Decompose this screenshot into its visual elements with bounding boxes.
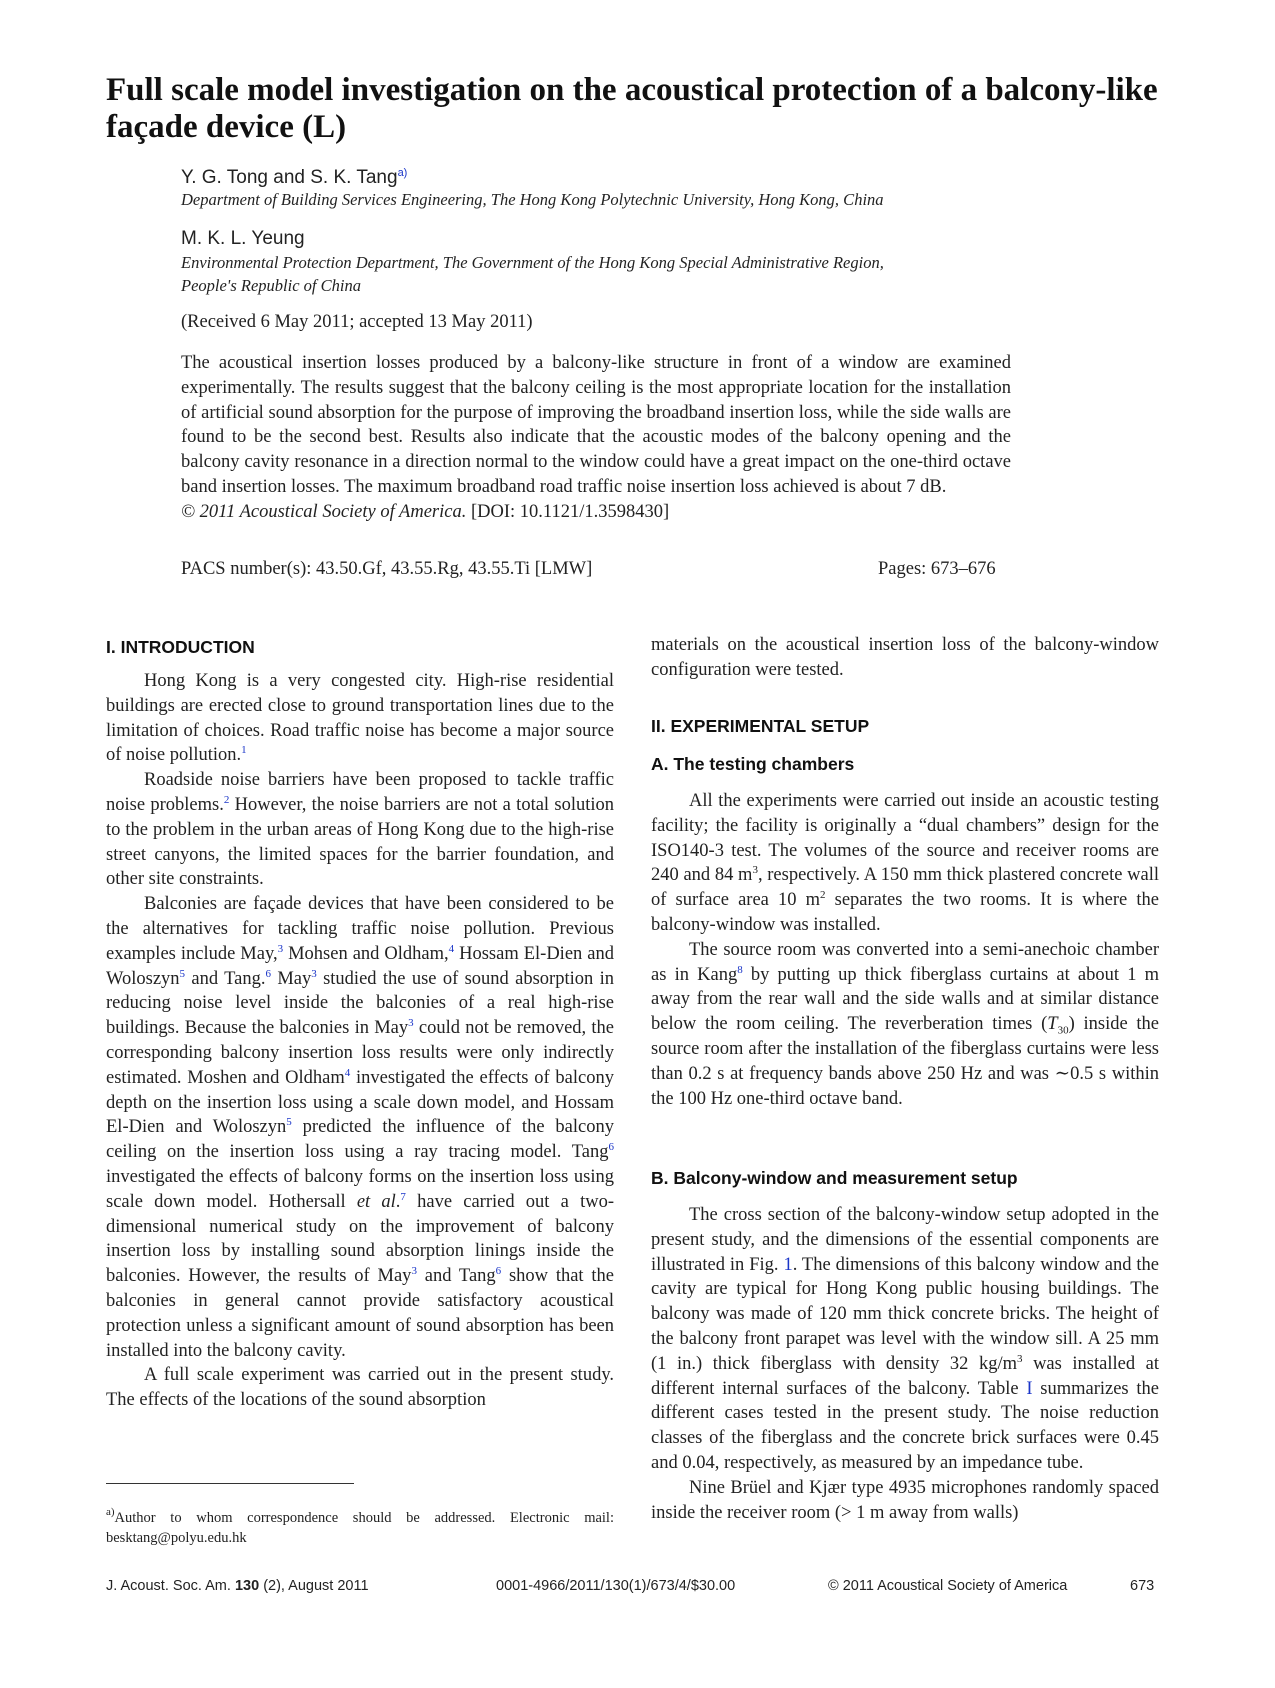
page-range: Pages: 673–676 [878, 559, 996, 579]
paragraph: All the experiments were carried out inside an acoustic testing facility; the facility is originally a “dual chambers” design for the ISO140-3 test. The volumes of the source and receiver rooms are 240 and 84 $m^3$, respectively. A 150 mm thick plastered concrete wall of surface area 10 $m^2$ separates the two rooms. It is where the balcony-window was installed. [651, 791, 1159, 935]
footer-page-number: 673 [1130, 1578, 1155, 1594]
abstract-copyright: © 2011 Acoustical Society of America. [181, 501, 467, 522]
affiliation-2-line-1: Environmental Protection Department, The Government of the Hong Kong Special Administrative Region, [181, 253, 884, 272]
footnote [106, 1508, 614, 1548]
footer-volume: 130 [234, 1578, 260, 1594]
paragraph: The cross section of the balcony-window setup adopted in the present study, and the dimensions of the essential components are illustrated in Fig. 1. The dimensions of this balcony window and the cavity are typical for Hong Kong public housing buildings. The balcony was made of 120 mm thick concrete bricks. The height of the balcony front parapet was level with the window sill. A 25 mm (1 in.) thick fiberglass with density 32 $kg/m^3$ was installed at different internal surfaces of the balcony. Table I summarizes the different cases tested in the present study. The noise reduction classes of the fiberglass and the concrete brick surfaces were 0.45 and 0.04, respectively, as measured by an impedance tube. [651, 1205, 1160, 1473]
affiliation-2-line-2: People's Republic of China [181, 276, 361, 295]
right-column-body-a [651, 789, 1159, 1111]
right-column-body-b [651, 1203, 1159, 1525]
footer-code: 0001-4966/2011/130(1)/673/4/$30.00 [496, 1578, 736, 1594]
authors-line-1 [181, 167, 407, 189]
paragraph: Roadside noise barriers have been proposed to tackle traffic noise problems.$^2$ However, the noise barriers are not a total solution to the problem in the urban areas of Hong Kong due to the high-rise street canyons, the limited spaces for the barrier foundation, and other site constraints. [106, 770, 614, 890]
paragraph: A full scale experiment was carried out in the present study. The effects of the locations of the sound absorption [106, 1365, 614, 1411]
paragraph: Nine Brüel and Kjær type 4935 microphones randomly spaced inside the receiver room (> 1 m away from walls) [651, 1477, 1159, 1523]
left-column-body [106, 669, 614, 1413]
doi: [DOI: 10.1121/1.3598430] [470, 501, 670, 522]
footnote-mark: a) [106, 1506, 115, 1518]
paragraph: materials on the acoustical insertion loss of the balcony-window configuration were tested. [651, 635, 1159, 680]
paper-title: Full scale model investigation on the acoustical protection of a balcony-like façade device (L) [106, 72, 1158, 145]
section-heading-experimental-setup: II. EXPERIMENTAL SETUP [651, 716, 870, 736]
right-column-continuation [651, 633, 1159, 683]
paragraph: The source room was converted into a semi-anechoic chamber as in Kang$^8$ by putting up thick fiberglass curtains at about 1 m away from the rear wall and the side walls and at similar distance below the room ceiling. The reverberation times $(T_{30})$ inside the source room after the installation of the fiberglass curtains were less than 0.2 s at frequency bands above 250 Hz and was ∼0.5 s within the 100 Hz one-third octave band. [651, 939, 1160, 1109]
abstract-text: The acoustical insertion losses produced by a balcony-like structure in front of a window are examined experimentally. The results suggest that the balcony ceiling is the most appropriate location for the installation of artificial sound absorption for the purpose of improving the broadband insertion loss, while the side walls are found to be the second best. Results also indicate that the acoustic modes of the balcony opening and the balcony cavity resonance in a direction normal to the window could have a great impact on the one-third octave band insertion losses. The maximum broadband road traffic noise insertion loss achieved is about 7 dB. [181, 353, 1011, 497]
footer-copyright: © 2011 Acoustical Society of America [828, 1578, 1068, 1594]
paragraph: Hong Kong is a very congested city. High-rise residential buildings are erected close to ground transportation lines due to the limitation of choices. Road traffic noise has become a major source of noise pollution.$^1$ [106, 671, 614, 766]
footer-journal-name: J. Acoust. Soc. Am. [106, 1578, 231, 1594]
author-names: Y. G. Tong and S. K. Tang [181, 167, 398, 188]
section-heading-introduction: I. INTRODUCTION [106, 637, 255, 657]
subsection-heading-testing-chambers: A. The testing chambers [651, 754, 855, 774]
affiliation-2 [181, 251, 1011, 297]
footnote-divider [106, 1483, 354, 1484]
correspondence-mark-link[interactable]: a) [397, 167, 408, 179]
pacs-numbers: PACS number(s): 43.50.Gf, 43.55.Rg, 43.55.Ti [LMW] [181, 559, 593, 579]
footer-journal [106, 1578, 369, 1594]
abstract [181, 351, 1011, 525]
paragraph: Balconies are façade devices that have been considered to be the alternatives for tackling traffic noise pollution. Previous examples include May,$^3$ Mohsen and Oldham,$^4$ Hossam El-Dien and Woloszyn$^5$ and Tang.$^6$ May$^3$ studied the use of sound absorption in reducing noise level inside the balconies of a real high-rise buildings. Because the balconies in May$^3$ could not be removed, the corresponding balcony insertion loss results were only indirectly estimated. Moshen and Oldham$^4$ investigated the effects of balcony depth on the insertion loss using a scale down model, and Hossam El-Dien and Woloszyn$^5$ predicted the influence of the balcony ceiling on the insertion loss using a ray tracing model. Tang$^6$ investigated the effects of balcony forms on the insertion loss using scale down model. Hothersall et al.$^7$ have carried out a two-dimensional numerical study on the improvement of balcony insertion loss by installing sound absorption linings inside the balconies. However, the results of May$^3$ and Tang$^6$ show that the balconies in general cannot provide satisfactory acoustical protection unless a significant amount of sound absorption has been installed into the balcony cavity. [106, 894, 614, 1361]
footnote-text: Author to whom correspondence should be addressed. Electronic mail: besktang@polyu.edu.hk [106, 1510, 614, 1546]
affiliation-1: Department of Building Services Engineering, The Hong Kong Polytechnic University, Hong Kong, China [181, 190, 884, 209]
received-dates: (Received 6 May 2011; accepted 13 May 2011) [181, 312, 533, 332]
authors-line-2: M. K. L. Yeung [181, 228, 305, 249]
footer-issue-date: (2), August 2011 [263, 1578, 369, 1594]
subsection-heading-balcony-window: B. Balcony-window and measurement setup [651, 1168, 1018, 1188]
